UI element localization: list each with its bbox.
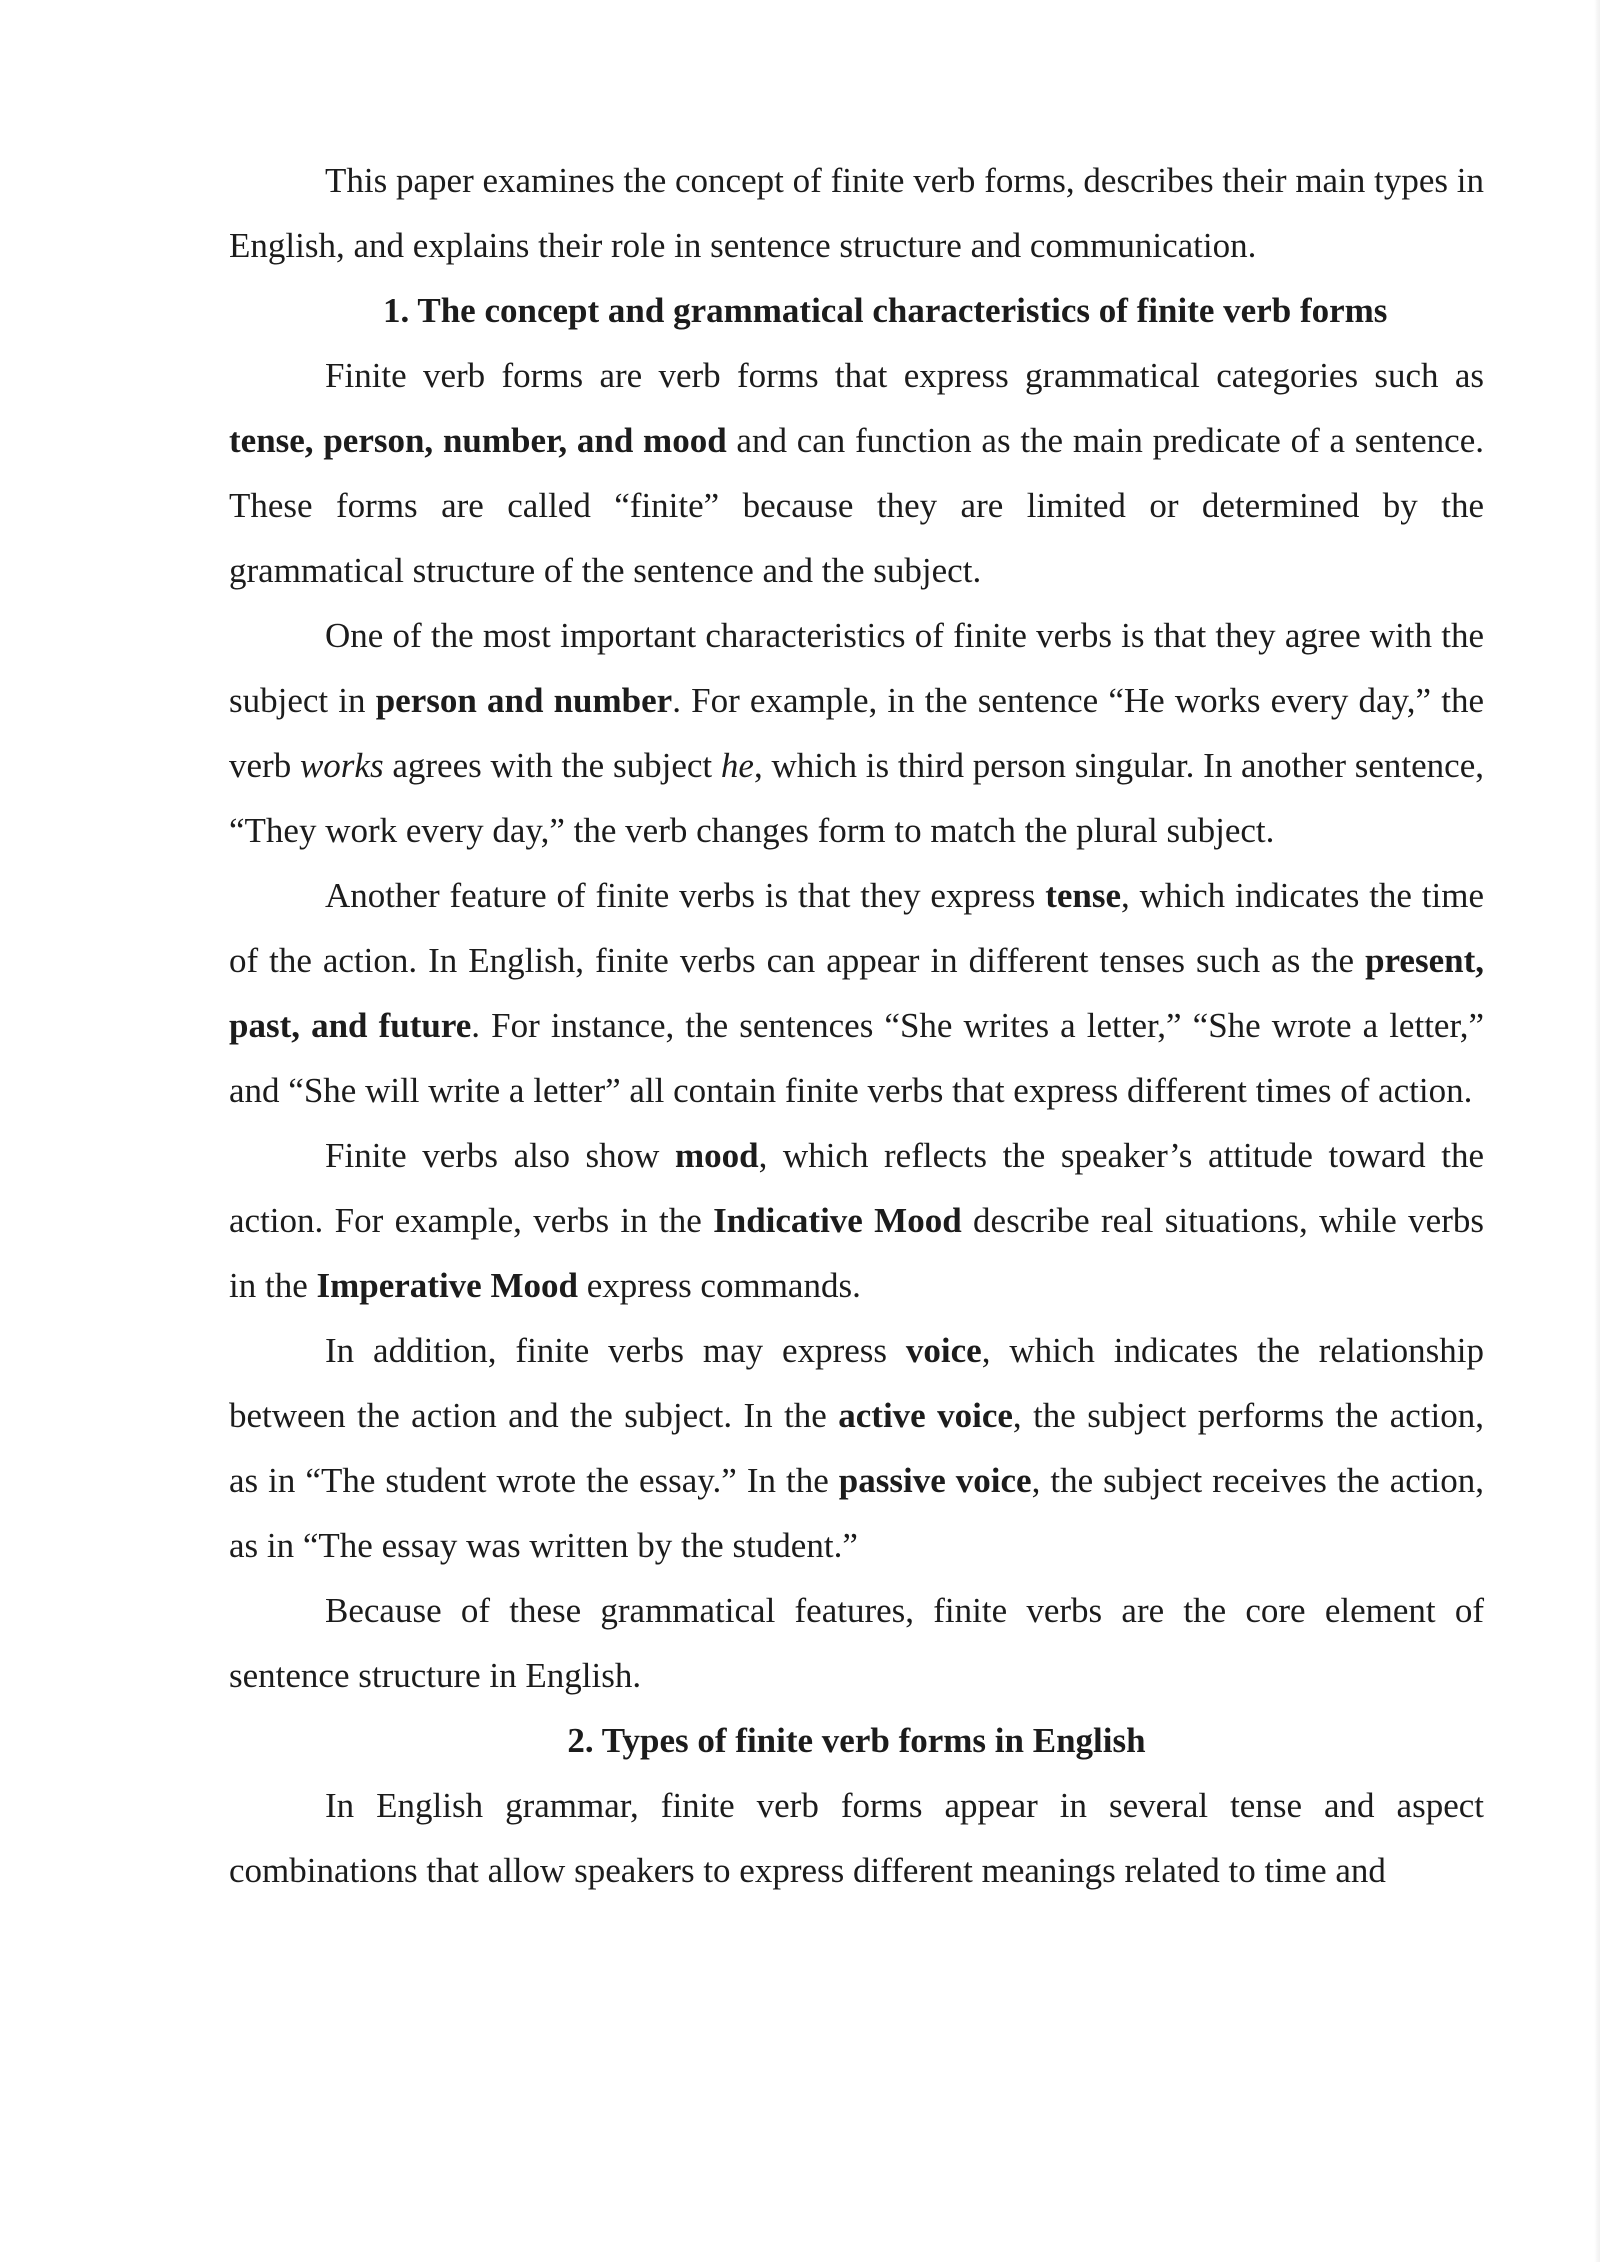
bold-text: person and number: [375, 681, 673, 720]
italic-text: he: [720, 746, 754, 785]
document-page: [229, 148, 1484, 1903]
text-run: Finite verb forms are verb forms that express grammatical categories such as: [325, 356, 1484, 395]
section-heading-1: 1. The concept and grammatical characteristics of finite verb forms: [383, 291, 1388, 330]
page-edge-shadow: [1594, 0, 1600, 2262]
bold-text: present, past, and future: [229, 941, 1484, 1045]
text-run: agrees with the subject: [383, 746, 721, 785]
paragraph-agreement: [229, 603, 1484, 863]
paragraph-tense: [229, 863, 1484, 1123]
paragraph-types-intro: In English grammar, finite verb forms appear in several tense and aspect combinations that allow speakers to express different meanings related to time and: [229, 1786, 1484, 1890]
text-run: , the subject receives the action, as in “The essay was written by the student.”: [229, 1461, 1484, 1565]
bold-text: tense, person, number, and mood: [229, 421, 727, 460]
text-run: , which indicates the time of the action. In English, finite verbs can appear in different tenses such as the: [229, 876, 1484, 980]
intro-paragraph: This paper examines the concept of finite verb forms, describes their main types in English, and explains their role in sentence structure and communication.: [229, 161, 1484, 265]
bold-text: passive voice: [838, 1461, 1032, 1500]
text-run: . For example, in the sentence “He works every day,” the verb: [229, 681, 1484, 785]
text-run: describe real situations, while verbs in the: [229, 1201, 1484, 1305]
paragraph-finite-definition: [229, 343, 1484, 603]
paragraph-voice: [229, 1318, 1484, 1578]
text-run: , which indicates the relationship between the action and the subject. In the: [229, 1331, 1485, 1435]
text-run: . For instance, the sentences “She writes a letter,” “She wrote a letter,” and “She will write a letter” all contain finite verbs that express different times of action.: [229, 1006, 1484, 1110]
bold-text: Indicative Mood: [713, 1201, 962, 1240]
text-run: One of the most important characteristics of finite verbs is that they agree with the subject in: [229, 616, 1484, 720]
paragraph-mood: [229, 1123, 1484, 1318]
bold-text: voice: [905, 1331, 982, 1370]
bold-text: tense: [1045, 876, 1122, 915]
text-run: and can function as the main predicate of a sentence. These forms are called “finite” because they are limited or determined by the grammatical structure of the sentence and the subject.: [229, 421, 1484, 590]
text-run: , the subject performs the action, as in “The student wrote the essay.” In the: [229, 1396, 1484, 1500]
text-run: , which reflects the speaker’s attitude toward the action. For example, verbs in the: [229, 1136, 1484, 1240]
section-heading-2: 2. Types of finite verb forms in English: [567, 1721, 1146, 1760]
bold-text: mood: [675, 1136, 759, 1175]
text-run: Another feature of finite verbs is that they express: [325, 876, 1046, 915]
text-run: express commands.: [577, 1266, 861, 1305]
text-run: , which is third person singular. In another sentence, “They work every day,” the verb changes form to match the plural subject.: [229, 746, 1484, 850]
bold-text: active voice: [838, 1396, 1013, 1435]
italic-text: works: [299, 746, 384, 785]
bold-text: Imperative Mood: [316, 1266, 578, 1305]
text-run: In addition, finite verbs may express: [325, 1331, 906, 1370]
paragraph-core-element: Because of these grammatical features, finite verbs are the core element of sentence structure in English.: [229, 1591, 1484, 1695]
text-run: Finite verbs also show: [325, 1136, 675, 1175]
